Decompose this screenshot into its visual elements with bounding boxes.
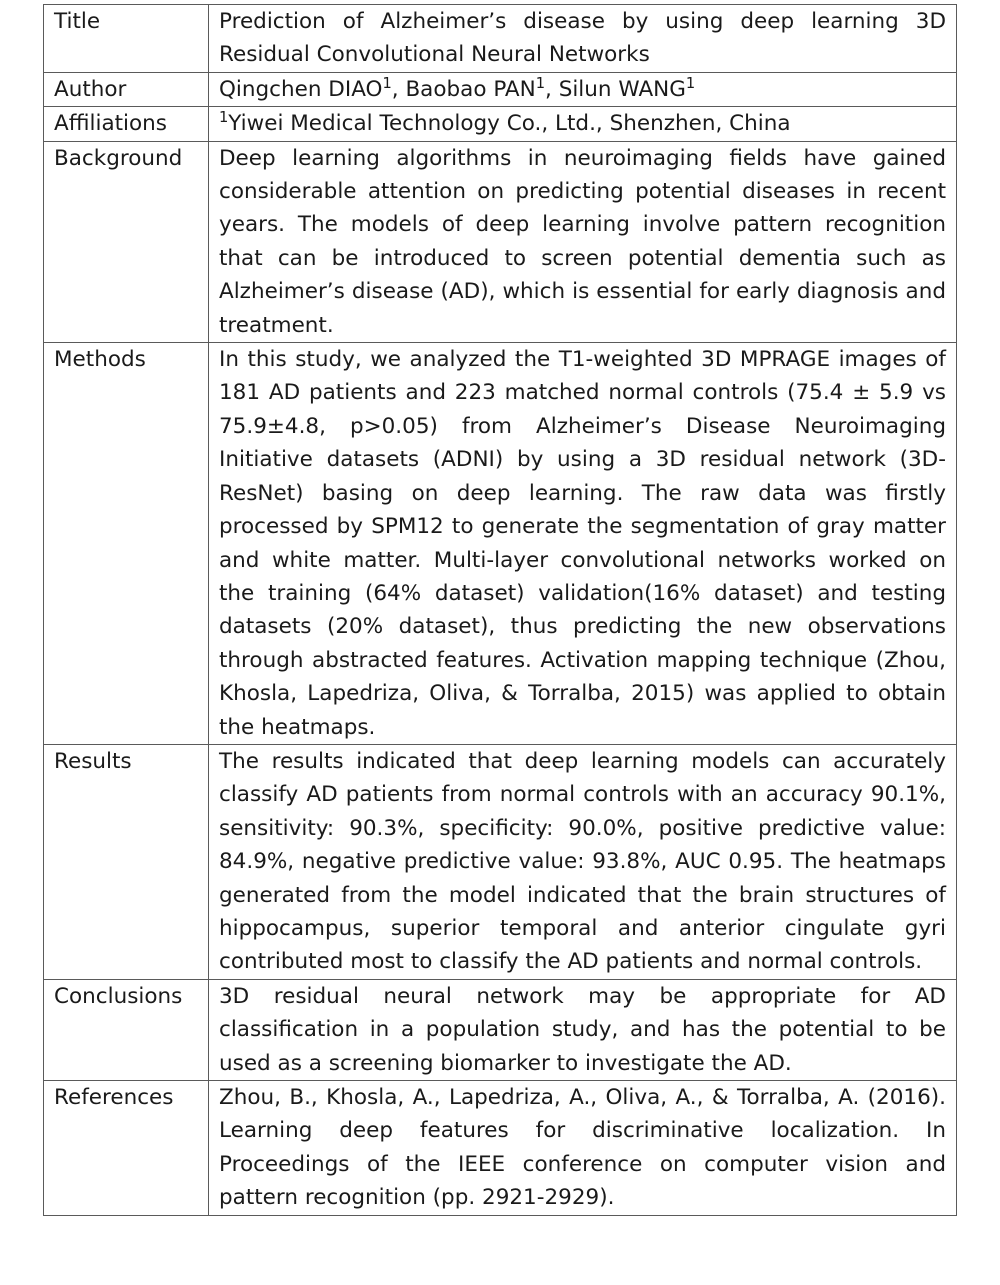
references-value: Zhou, B., Khosla, A., Lapedriza, A., Oliva, A., & Torralba, A. (2016). Learning deep features for discriminative localization. In Proceedings of the IEEE conference on computer vision and pattern recognition (pp. 2921-2929). <box>209 1081 957 1216</box>
affiliations-label: Affiliations <box>44 107 209 141</box>
conclusions-value: 3D residual neural network may be appropriate for AD classification in a population study, and has the potential to be used as a screening biomarker to investigate the AD. <box>209 979 957 1080</box>
results-row <box>44 744 957 979</box>
methods-row <box>44 343 957 745</box>
methods-label: Methods <box>44 343 209 745</box>
methods-value: In this study, we analyzed the T1-weighted 3D MPRAGE images of 181 AD patients and 223 matched normal controls (75.4 ± 5.9 vs 75.9±4.8, p>0.05) from Alzheimer’s Disease Neuroimaging Initiative datasets (ADNI) by using a 3D residual network (3D-ResNet) basing on deep learning. The raw data was firstly processed by SPM12 to generate the segmentation of gray matter and white matter. Multi-layer convolutional networks worked on the training (64% dataset) validation(16% dataset) and testing datasets (20% dataset), thus predicting the new observations through abstracted features. Activation mapping technique (Zhou, Khosla, Lapedriza, Oliva, & Torralba, 2015) was applied to obtain the heatmaps. <box>209 343 957 745</box>
author-affiliation-mark: 1 <box>535 74 546 92</box>
affiliation-text: Yiwei Medical Technology Co., Ltd., Shenzhen, China <box>228 111 791 137</box>
background-row <box>44 141 957 342</box>
author-affiliation-mark: 1 <box>685 74 696 92</box>
title-row <box>44 5 957 73</box>
author-affiliation-mark: 1 <box>382 74 392 92</box>
abstract-table <box>43 4 957 1216</box>
results-label: Results <box>44 744 209 979</box>
author-name: Qingchen DIAO <box>219 76 383 102</box>
author-separator: , <box>391 76 406 102</box>
background-label: Background <box>44 141 209 342</box>
title-label: Title <box>44 5 209 73</box>
author-label: Author <box>44 72 209 106</box>
author-value <box>209 72 957 106</box>
author-separator: , <box>545 76 559 102</box>
background-value: Deep learning algorithms in neuroimaging fields have gained considerable attention on predicting potential diseases in recent years. The models of deep learning involve pattern recognition that can be introduced to screen potential dementia such as Alzheimer’s disease (AD), which is essential for early diagnosis and treatment. <box>209 141 957 342</box>
references-row <box>44 1081 957 1216</box>
title-value: Prediction of Alzheimer’s disease by using deep learning 3D Residual Convolutional Neural Networks <box>209 5 957 73</box>
affiliation-mark: 1 <box>219 109 229 127</box>
conclusions-row <box>44 979 957 1080</box>
author-name: Silun WANG <box>558 76 686 102</box>
affiliations-value <box>209 107 957 141</box>
author-name: Baobao PAN <box>405 76 536 102</box>
affiliations-row <box>44 107 957 141</box>
conclusions-label: Conclusions <box>44 979 209 1080</box>
author-row <box>44 72 957 106</box>
results-value: The results indicated that deep learning models can accurately classify AD patients from normal controls with an accuracy 90.1%, sensitivity: 90.3%, specificity: 90.0%, positive predictive value: 84.9%, negative predictive value: 93.8%, AUC 0.95. The heatmaps generated from the model indicated that the brain structures of hippocampus, superior temporal and anterior cingulate gyri contributed most to classify the AD patients and normal controls. <box>209 744 957 979</box>
references-label: References <box>44 1081 209 1216</box>
